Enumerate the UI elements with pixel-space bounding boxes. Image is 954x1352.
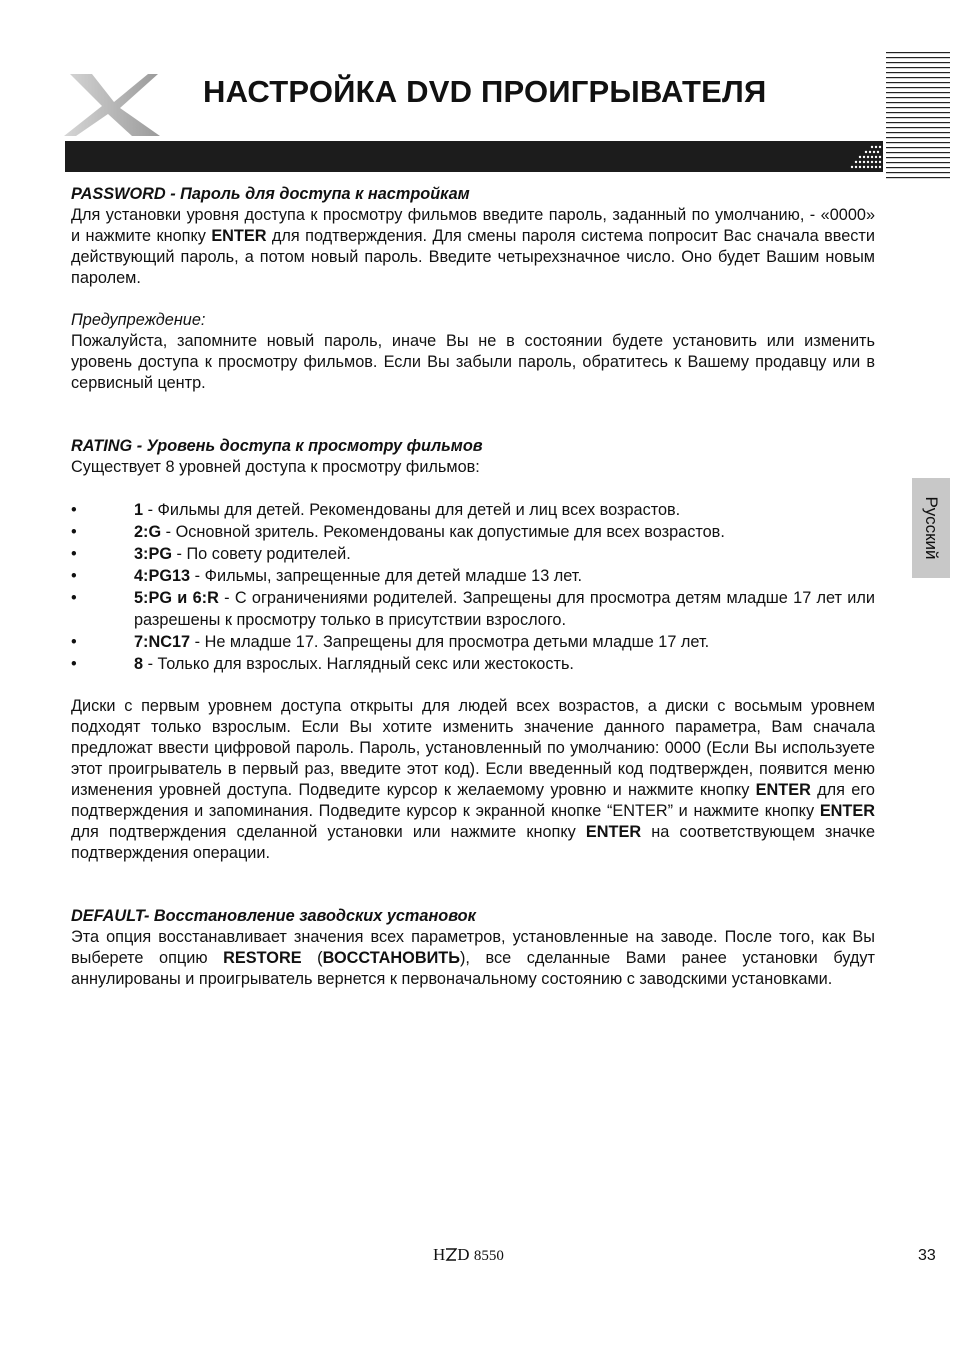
language-tab-label: Русский: [922, 496, 941, 560]
list-item: [71, 500, 875, 522]
text-run: для подтверждения. Для смены пароля система попросит Вас сначала ввести действующий пароль, а потом новый пароль. Введите четырехзначное число. Оно будет Вашим новым паролем.: [71, 227, 875, 287]
rating-text: - Основной зритель. Рекомендованы как допустимые для всех возрастов.: [161, 523, 725, 541]
rating-list: [71, 500, 875, 675]
rating-key: 7:NC17: [134, 632, 191, 651]
list-item: [71, 522, 875, 544]
rating-intro: Существует 8 уровней доступа к просмотру фильмов:: [71, 458, 480, 476]
list-item: [71, 544, 875, 566]
language-tab: [912, 478, 950, 578]
model-number: 8550: [473, 1248, 504, 1264]
text-run: (: [301, 948, 323, 967]
main-content: [71, 184, 875, 990]
warning-label: Предупреждение:: [71, 311, 206, 329]
rating-key: 5:PG и 6:R: [134, 589, 219, 607]
header-bar: [65, 141, 883, 172]
list-item: [71, 588, 875, 631]
default-heading: DEFAULT- Восстановление заводских установок: [71, 906, 476, 925]
list-item: [71, 632, 875, 654]
enter-key-label: ENTER: [819, 801, 875, 820]
corner-stripes: [886, 52, 950, 180]
bullet: •: [71, 654, 77, 673]
bullet: •: [71, 567, 77, 585]
text-run: Для установки уровня доступа к просмотру фильмов введите пароль, заданный по умолчанию, - «0000» и нажмите кнопку: [71, 206, 875, 245]
restore-label-ru: ВОССТАНОВИТЬ: [322, 948, 460, 967]
model-letter: D: [457, 1245, 474, 1264]
list-item: [71, 566, 875, 588]
warning-paragraph: Пожалуйста, запомните новый пароль, иначе Вы не в состоянии будете установить или изменить уровень доступа к просмотру фильмов. Если Вы забыли пароль, обратитесь к Вашему продавцу или в сервисный центр.: [71, 332, 875, 392]
rating-text: - Фильмы для детей. Рекомендованы для детей и лиц всех возрастов.: [143, 501, 681, 519]
text-run: Диски с первым уровнем доступа открыты для людей всех возрастов, а диски с восьмым уровнем подходят только взрослым. Если Вы хотите изменить значение данного параметра, Вам сначала предложат ввести цифровой пароль. Пароль, установленный по умолчанию: 0000 (Если Вы используете этот проигрыватель в первый раз, введите этот код). Если введенный код подтвержден, появится меню изменения уровней доступа. Подведите курсор к желаемому уровню и нажмите кнопку: [71, 696, 875, 799]
enter-key-label: ENTER: [755, 780, 811, 799]
model-letter: H: [433, 1245, 446, 1264]
rating-key: 8: [134, 654, 144, 673]
rating-key: 3:PG: [134, 545, 173, 563]
page-number: 33: [918, 1247, 936, 1264]
enter-key-label: ENTER: [585, 822, 642, 841]
text-run: для его подтверждения и запоминания. Подведите курсор к экранной кнопке “ENTER” и нажмите кнопку: [71, 780, 875, 820]
text-run: для подтверждения сделанной установки или нажмите кнопку: [71, 822, 586, 841]
rating-key: 4:PG13: [134, 567, 191, 585]
model-slash-glyph: [445, 1247, 457, 1262]
rating-text: - По совету родителей.: [172, 545, 351, 563]
page-title: НАСТРОЙКА DVD ПРОИГРЫВАТЕЛЯ: [203, 74, 767, 109]
rating-text: - Только для взрослых. Наглядный секс или жестокость.: [143, 654, 574, 673]
model-name: [433, 1245, 504, 1265]
enter-key-label: ENTER: [211, 227, 267, 245]
bullet: •: [71, 545, 77, 563]
bullet: •: [71, 632, 77, 651]
brand-x-logo: [62, 72, 162, 138]
bullet: •: [71, 523, 77, 541]
default-paragraph: [71, 927, 875, 990]
rating-paragraph: [71, 696, 875, 864]
header-bar-dots: [842, 141, 884, 172]
bullet: •: [71, 589, 77, 607]
password-heading: PASSWORD - Пароль для доступа к настройкам: [71, 185, 470, 203]
restore-label: RESTORE: [223, 948, 302, 967]
rating-key: 1: [134, 501, 144, 519]
bullet: •: [71, 501, 77, 519]
password-paragraph: [71, 205, 875, 289]
rating-text: - С ограничениями родителей. Запрещены для просмотра детям младше 17 лет или разрешены к просмотру только в присутствии взрослого.: [134, 589, 876, 629]
list-item: [71, 654, 875, 676]
text-run: ), все сделанные Вами ранее установки будут аннулированы и проигрыватель вернется к первоначальному состоянию с заводскими установками.: [71, 948, 876, 988]
rating-text: - Фильмы, запрещенные для детей младше 13 лет.: [190, 567, 582, 585]
text-run: на соответствующем значке подтверждения операции.: [71, 822, 876, 862]
rating-heading: RATING - Уровень доступа к просмотру фильмов: [71, 437, 483, 455]
text-run: Эта опция восстанавливает значения всех параметров, установленные на заводе. После того, как Вы выберете опцию: [71, 927, 875, 967]
rating-text: - Не младше 17. Запрещены для просмотра детьми младше 17 лет.: [190, 632, 710, 651]
rating-key: 2:G: [134, 523, 162, 541]
